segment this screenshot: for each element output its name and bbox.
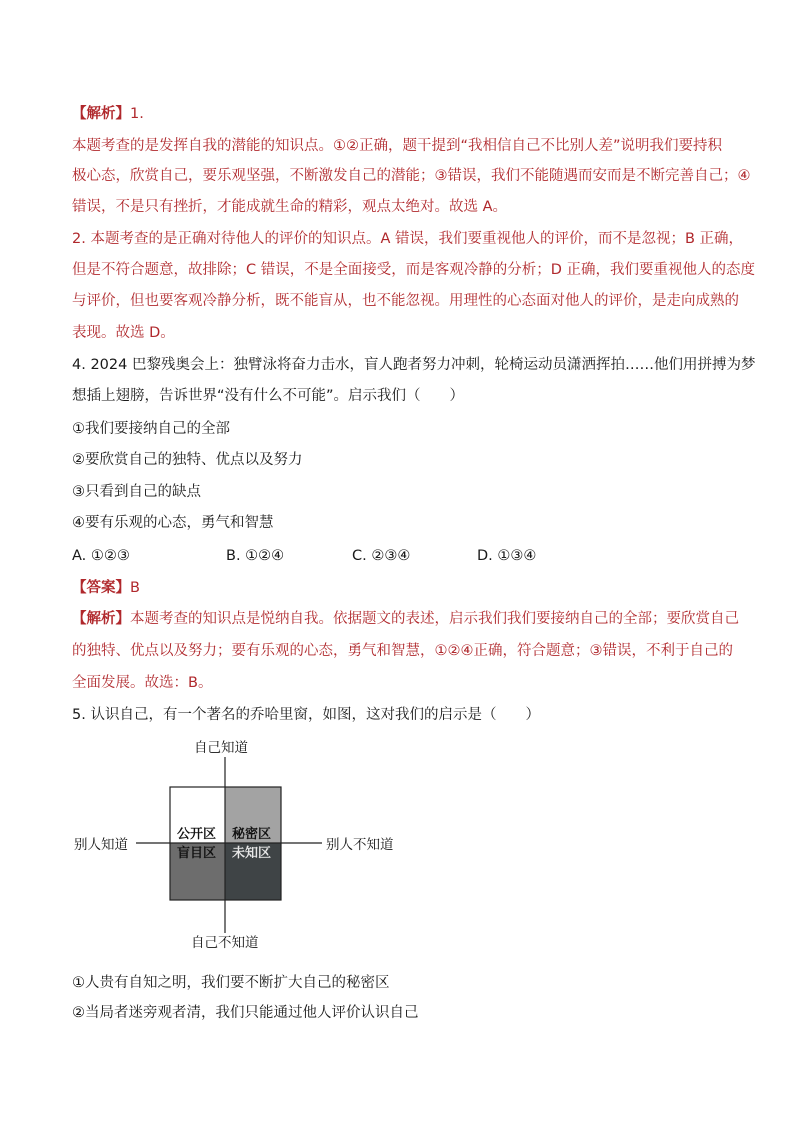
text-segment: ①②正确 <box>333 138 388 154</box>
question-4-analysis-line-1 <box>72 609 739 629</box>
text-segment: 错误 <box>72 199 101 215</box>
text-segment: ，我们不能随遇而安而是不断完善自己； <box>476 168 738 184</box>
question-4-analysis-line-2 <box>72 641 733 661</box>
answer-line <box>72 578 724 598</box>
top-axis-label: 自己知道 <box>194 740 248 756</box>
question-4-analysis-line-3: 全面发展。故选：B。 <box>72 675 213 691</box>
question-5-item-2: ②当局者迷旁观者清，我们只能通过他人评价认识自己 <box>72 1005 419 1021</box>
question-4-stem-line-1: 4. 2024 巴黎残奥会上：独臂泳将奋力击水，盲人跑者努力冲刺，轮椅运动员潇洒挥拍……他们用拼搏为梦 <box>72 357 756 373</box>
text-segment: 的独特、优点以及努力；要有乐观的心态，勇气和智慧， <box>72 643 435 659</box>
text-segment: ①②④正确 <box>434 643 503 659</box>
analysis-tag: 【解析】 <box>72 106 130 122</box>
question-4-stem-line-2: 想插上翅膀，告诉世界“没有什么不可能”。启示我们（ ） <box>72 388 465 404</box>
text-segment: ③错误 <box>434 168 477 184</box>
option-b: B. ①②④ <box>226 548 285 564</box>
question-4-item-3: ③只看到自己的缺点 <box>72 484 201 500</box>
question-4-item-1: ①我们要接纳自己的全部 <box>72 421 230 437</box>
analysis-number: 1. <box>130 106 144 122</box>
question-4-item-2: ②要欣赏自己的独特、优点以及努力 <box>72 452 303 468</box>
text-segment: 极心态，欣赏自己，要乐观坚强，不断激发自己的潜能； <box>72 168 435 184</box>
text-segment: 本题考查的知识点是悦纳自我。依据题文的表述，启示我们我们要接纳自己的全部；要欣赏自己 <box>130 611 739 627</box>
analysis-2-line-1: 2. 本题考查的是正确对待他人的评价的知识点。A 错误，我们要重视他人的评价，而不是忽视；B 正确， <box>72 231 744 247</box>
answer-tag: 【答案】 <box>72 580 130 596</box>
johari-window-diagram <box>60 735 480 960</box>
quadrant-open-label: 公开区 <box>177 827 217 842</box>
analysis-2-line-4: 表现。故选 D。 <box>72 325 175 341</box>
analysis-1-line-3 <box>72 197 724 217</box>
quadrant-secret-label: 秘密区 <box>232 827 272 842</box>
option-c: C. ②③④ <box>352 548 411 564</box>
text-segment: ，不是只有挫折，才能成就生命的精彩，观点太绝对。故选 A。 <box>101 199 508 215</box>
text-segment: 本题考查的是发挥自我的潜能的知识点。 <box>72 138 333 154</box>
bottom-axis-label: 自己不知道 <box>191 935 259 951</box>
analysis-1-line-2 <box>72 166 751 186</box>
question-5-stem: 5. 认识自己，有一个著名的乔哈里窗，如图，这对我们的启示是（ ） <box>72 707 540 723</box>
answer-value: B <box>130 580 140 596</box>
right-axis-label: 别人不知道 <box>326 837 394 853</box>
analysis-tag: 【解析】 <box>72 611 130 627</box>
text-segment: ③错误 <box>589 643 632 659</box>
option-d: D. ①③④ <box>477 548 537 564</box>
question-5-item-1: ①人贵有自知之明，我们要不断扩大自己的秘密区 <box>72 975 390 991</box>
left-axis-label: 别人知道 <box>74 837 128 853</box>
text-segment: ，不利于自己的 <box>631 643 733 659</box>
text-segment: ，符合题意； <box>502 643 590 659</box>
analysis-2-line-3: 与评价，但也要客观冷静分析，既不能盲从，也不能忽视。用理性的心态面对他人的评价，是走向成熟的 <box>72 293 739 309</box>
analysis-2-line-2: 但是不符合题意，故排除；C 错误，不是全面接受，而是客观冷静的分析；D 正确，我们要重视他人的态度 <box>72 262 756 278</box>
quadrant-blind-label: 盲目区 <box>177 846 217 861</box>
text-segment: ，题干提到“我相信自己不比别人差”说明我们要持积 <box>388 138 723 154</box>
quadrant-unknown-label: 未知区 <box>232 846 272 861</box>
option-a: A. ①②③ <box>72 548 130 564</box>
question-4-item-4: ④要有乐观的心态，勇气和智慧 <box>72 515 274 531</box>
analysis-1-line-1 <box>72 136 724 156</box>
analysis-1-header <box>72 104 724 124</box>
text-segment: ④ <box>737 168 751 184</box>
